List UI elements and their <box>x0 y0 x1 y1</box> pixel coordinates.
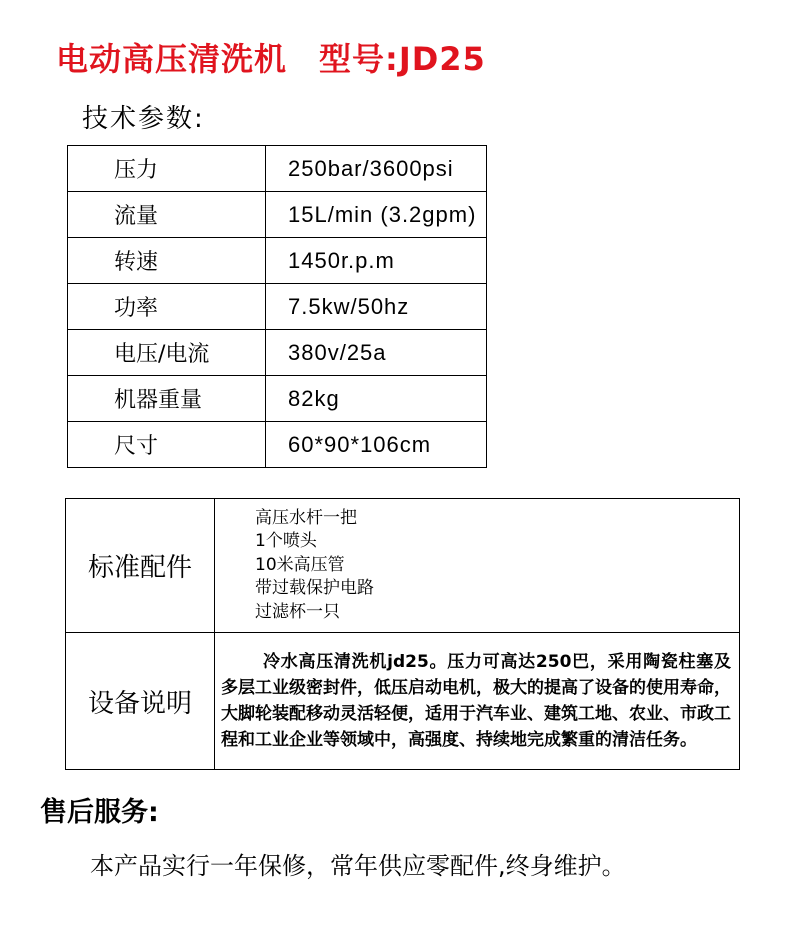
spec-row-power <box>68 284 487 330</box>
spec-row-weight <box>68 376 487 422</box>
spec-label: 流量 <box>68 192 266 238</box>
list-item: 10米高压管 <box>255 554 345 575</box>
product-name: 电动高压清洗机 <box>56 40 288 78</box>
description-label: 设备说明 <box>66 633 215 770</box>
accessories-list <box>215 499 740 633</box>
model-number: 型号:JD25 <box>319 40 486 78</box>
description-text: 冷水高压清洗机jd25。压力可高达250巴，采用陶瓷柱塞及多层工业级密封件，低压启动电机，极大的提高了设备的使用寿命，大脚轮装配移动灵活轻便，适用于汽车业、建筑工地、农业、市政工程和工业企业等领域中，高强度、持续地完成繁重的清洁任务。 <box>221 652 731 750</box>
spec-row-flow <box>68 192 487 238</box>
specs-table <box>67 145 487 468</box>
spec-label: 功率 <box>68 284 266 330</box>
spec-value: 15L/min (3.2gpm) <box>266 192 487 238</box>
spec-value: 1450r.p.m <box>266 238 487 284</box>
page-title <box>56 34 486 80</box>
description-cell <box>215 633 740 770</box>
spec-label: 机器重量 <box>68 376 266 422</box>
spec-row-speed <box>68 238 487 284</box>
spec-label: 尺寸 <box>68 422 266 468</box>
spec-value: 7.5kw/50hz <box>266 284 487 330</box>
spec-row-voltage <box>68 330 487 376</box>
spec-value: 380v/25a <box>266 330 487 376</box>
list-item: 1个喷头 <box>255 531 317 552</box>
spec-value: 82kg <box>266 376 487 422</box>
spec-row-size <box>68 422 487 468</box>
spec-value: 250bar/3600psi <box>266 146 487 192</box>
info-table <box>65 498 740 770</box>
accessories-label: 标准配件 <box>66 499 215 633</box>
spec-label: 电压/电流 <box>68 330 266 376</box>
spec-label: 压力 <box>68 146 266 192</box>
spec-label: 转速 <box>68 238 266 284</box>
service-heading: 售后服务: <box>40 797 159 828</box>
list-item: 带过载保护电路 <box>255 578 374 599</box>
service-text: 本产品实行一年保修，常年供应零配件,终身维护。 <box>90 852 626 880</box>
list-item: 高压水杆一把 <box>255 507 357 528</box>
specs-heading: 技术参数: <box>82 104 205 134</box>
list-item: 过滤杯一只 <box>255 601 340 622</box>
spec-row-pressure <box>68 146 487 192</box>
spec-value: 60*90*106cm <box>266 422 487 468</box>
accessories-row <box>66 499 740 633</box>
description-row <box>66 633 740 770</box>
